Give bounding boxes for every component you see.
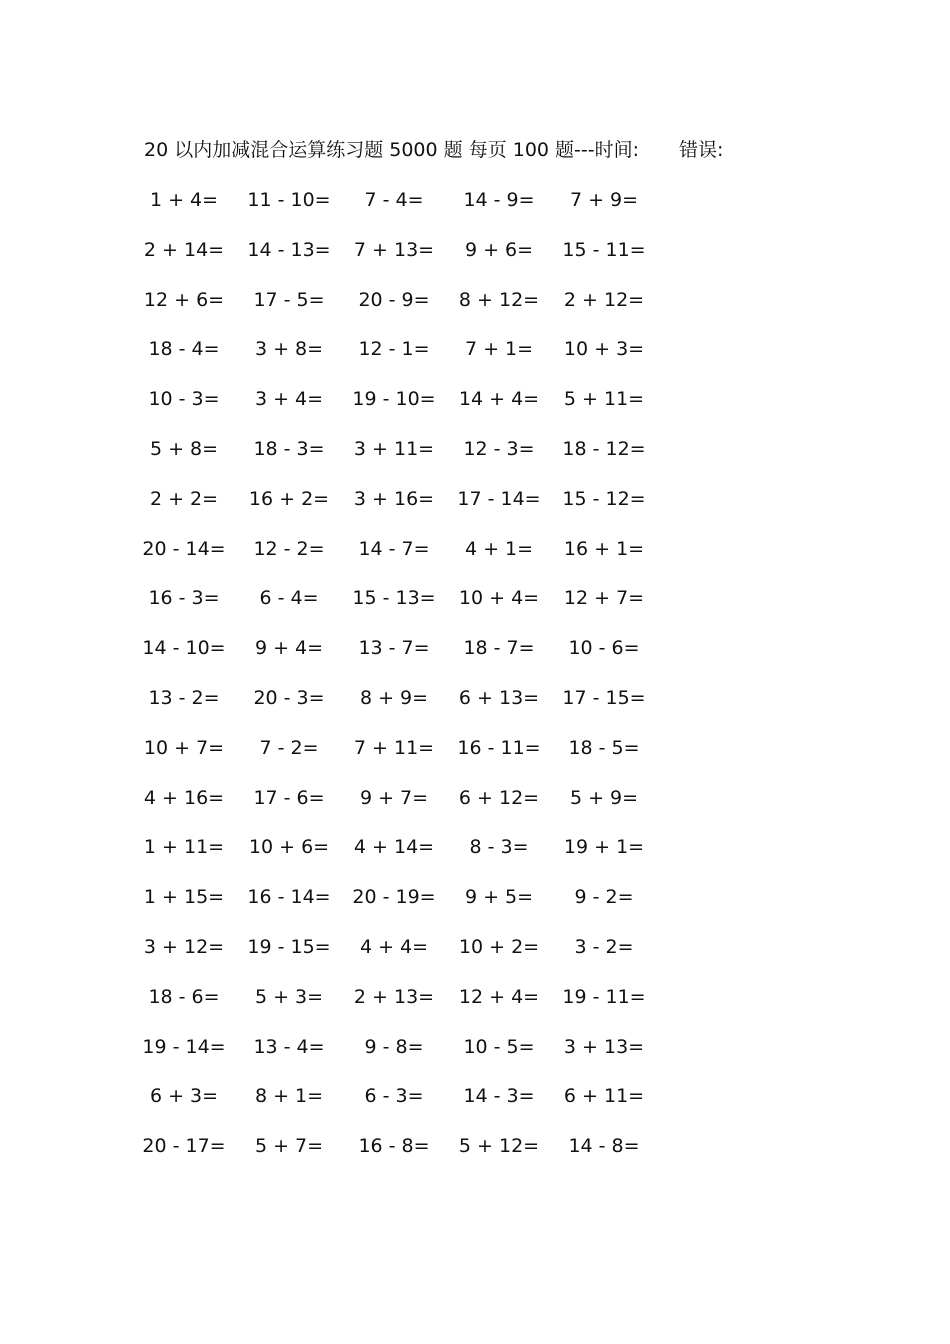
math-problem: 14 - 7=	[358, 537, 430, 560]
worksheet-title: 20 以内加减混合运算练习题 5000 题 每页 100 题---时间:	[144, 139, 640, 161]
math-problem: 5 + 8=	[149, 437, 219, 460]
math-problem: 5 + 11=	[563, 388, 645, 411]
math-problem: 12 - 1=	[358, 338, 430, 361]
math-problem: 13 - 7=	[358, 637, 430, 660]
math-problem: 15 - 12=	[562, 487, 646, 510]
problem-row	[0, 485, 950, 535]
math-problem: 18 - 3=	[253, 437, 325, 460]
worksheet-header	[144, 136, 723, 164]
math-problem: 19 - 14=	[142, 1035, 226, 1058]
math-problem: 16 - 14=	[247, 886, 331, 909]
math-problem: 19 + 1=	[563, 836, 645, 859]
math-problem: 17 - 6=	[253, 786, 325, 809]
math-problem: 2 + 13=	[353, 985, 435, 1008]
problem-row	[0, 286, 950, 336]
math-problem: 1 + 15=	[143, 886, 225, 909]
math-problem: 8 + 1=	[254, 1085, 324, 1108]
math-problem: 18 - 4=	[148, 338, 220, 361]
math-problem: 7 - 4=	[364, 189, 424, 211]
problem-row	[0, 833, 950, 883]
math-problem: 4 + 16=	[143, 786, 225, 809]
math-problem: 6 + 12=	[458, 786, 540, 809]
math-problem: 14 + 4=	[458, 388, 540, 411]
math-problem: 14 - 8=	[568, 1135, 640, 1158]
math-problem: 4 + 4=	[359, 935, 429, 958]
math-problem: 9 - 2=	[574, 886, 634, 909]
math-problem: 6 - 3=	[364, 1085, 424, 1108]
math-problem: 18 - 12=	[562, 437, 646, 460]
math-problem: 7 + 11=	[353, 736, 435, 759]
math-problem: 8 - 3=	[469, 836, 529, 859]
math-problem: 1 + 11=	[143, 836, 225, 859]
math-problem: 8 + 12=	[458, 288, 540, 311]
math-problem: 19 - 10=	[352, 388, 436, 411]
math-problem: 2 + 12=	[563, 288, 645, 311]
math-problem: 5 + 12=	[458, 1135, 540, 1158]
problem-row	[0, 933, 950, 983]
math-problem: 12 + 6=	[143, 288, 225, 311]
math-problem: 7 - 2=	[259, 736, 319, 759]
math-problem: 9 + 4=	[254, 637, 324, 660]
errors-label: 错误:	[679, 139, 724, 161]
math-problem: 17 - 5=	[253, 288, 325, 311]
problem-row	[0, 236, 950, 286]
problem-row	[0, 634, 950, 684]
math-problem: 2 + 2=	[149, 487, 219, 510]
problem-row	[0, 734, 950, 784]
math-problem: 10 - 6=	[568, 637, 640, 660]
math-problem: 9 + 6=	[464, 238, 534, 261]
math-problem: 18 - 5=	[568, 736, 640, 759]
math-problem: 6 + 13=	[458, 686, 540, 709]
math-problem: 20 - 9=	[358, 288, 430, 311]
math-problem: 3 + 4=	[254, 388, 324, 411]
math-problem: 20 - 3=	[253, 686, 325, 709]
math-problem: 18 - 6=	[148, 985, 220, 1008]
math-problem: 4 + 14=	[353, 836, 435, 859]
math-problem: 7 + 13=	[353, 238, 435, 261]
problem-row	[0, 385, 950, 435]
math-problem: 16 + 2=	[248, 487, 330, 510]
problem-row	[0, 983, 950, 1033]
math-problem: 20 - 14=	[142, 537, 226, 560]
math-problem: 7 + 1=	[464, 338, 534, 361]
problem-row	[0, 1033, 950, 1083]
math-problem: 13 - 4=	[253, 1035, 325, 1058]
math-problem: 15 - 11=	[562, 238, 646, 261]
problem-row	[0, 883, 950, 933]
math-problem: 3 - 2=	[574, 935, 634, 958]
math-problem: 4 + 1=	[464, 537, 534, 560]
math-problem: 17 - 14=	[457, 487, 541, 510]
math-problem: 5 + 3=	[254, 985, 324, 1008]
math-problem: 14 - 9=	[463, 189, 535, 211]
math-problem: 10 + 6=	[248, 836, 330, 859]
problem-row	[0, 186, 950, 236]
math-problem: 19 - 15=	[247, 935, 331, 958]
math-problem: 9 + 7=	[359, 786, 429, 809]
math-problem: 20 - 19=	[352, 886, 436, 909]
math-problem: 20 - 17=	[142, 1135, 226, 1158]
math-problem: 17 - 15=	[562, 686, 646, 709]
problem-row	[0, 1082, 950, 1132]
math-problem: 16 + 1=	[563, 537, 645, 560]
math-problem: 5 + 9=	[569, 786, 639, 809]
problem-row	[0, 784, 950, 834]
math-problem: 19 - 11=	[562, 985, 646, 1008]
math-problem: 14 - 3=	[463, 1085, 535, 1108]
math-problem: 10 - 3=	[148, 388, 220, 411]
problem-grid	[0, 186, 950, 1182]
problem-row	[0, 1132, 950, 1182]
math-problem: 14 - 13=	[247, 238, 331, 261]
problem-row	[0, 535, 950, 585]
math-problem: 9 + 5=	[464, 886, 534, 909]
math-problem: 10 + 7=	[143, 736, 225, 759]
math-problem: 1 + 4=	[149, 189, 219, 211]
math-problem: 10 + 2=	[458, 935, 540, 958]
math-problem: 3 + 12=	[143, 935, 225, 958]
math-problem: 10 - 5=	[463, 1035, 535, 1058]
math-problem: 6 - 4=	[259, 587, 319, 610]
math-problem: 15 - 13=	[352, 587, 436, 610]
math-problem: 5 + 7=	[254, 1135, 324, 1158]
math-problem: 2 + 14=	[143, 238, 225, 261]
problem-row	[0, 335, 950, 385]
math-problem: 11 - 10=	[247, 189, 331, 211]
math-problem: 3 + 8=	[254, 338, 324, 361]
math-problem: 6 + 3=	[149, 1085, 219, 1108]
math-problem: 10 + 3=	[563, 338, 645, 361]
math-problem: 16 - 8=	[358, 1135, 430, 1158]
math-problem: 16 - 3=	[148, 587, 220, 610]
math-problem: 13 - 2=	[148, 686, 220, 709]
math-problem: 8 + 9=	[359, 686, 429, 709]
problem-row	[0, 435, 950, 485]
problem-row	[0, 684, 950, 734]
math-problem: 14 - 10=	[142, 637, 226, 660]
math-problem: 12 - 3=	[463, 437, 535, 460]
math-problem: 9 - 8=	[364, 1035, 424, 1058]
math-problem: 3 + 11=	[353, 437, 435, 460]
math-problem: 3 + 16=	[353, 487, 435, 510]
math-problem: 12 + 7=	[563, 587, 645, 610]
math-problem: 7 + 9=	[569, 189, 639, 211]
math-problem: 6 + 11=	[563, 1085, 645, 1108]
math-problem: 16 - 11=	[457, 736, 541, 759]
problem-row	[0, 584, 950, 634]
math-problem: 10 + 4=	[458, 587, 540, 610]
math-problem: 18 - 7=	[463, 637, 535, 660]
math-problem: 12 - 2=	[253, 537, 325, 560]
math-problem: 12 + 4=	[458, 985, 540, 1008]
math-problem: 3 + 13=	[563, 1035, 645, 1058]
